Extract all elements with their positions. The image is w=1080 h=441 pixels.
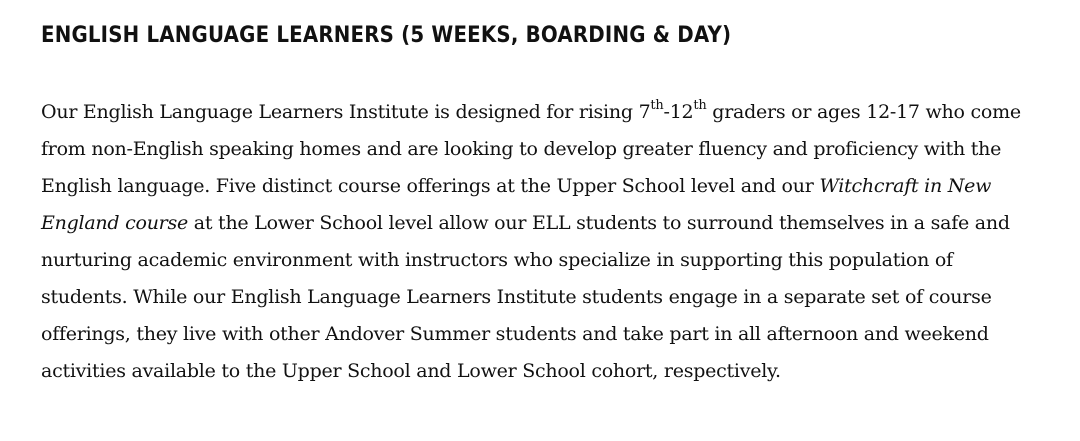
description-text-1: Our English Language Learners Institute is designed for rising <box>41 101 639 123</box>
program-description <box>41 94 1041 390</box>
description-text-2: graders or ages 12-17 who come from non-English speaking homes and are looking to develop greater fluency and proficiency with the English language. Five distinct course offerings at the Upper School level and our <box>41 101 1021 197</box>
grade-start: 7 <box>638 101 651 123</box>
grade-end: 12 <box>669 101 694 123</box>
section-heading: ENGLISH LANGUAGE LEARNERS (5 WEEKS, BOARDING & DAY) <box>41 23 732 48</box>
grade-dash: - <box>663 101 670 123</box>
course-name: Witchcraft in New England course <box>41 175 992 234</box>
grade-start-suffix: th <box>650 98 664 113</box>
grade-end-suffix: th <box>693 98 707 113</box>
program-section <box>41 18 1041 390</box>
description-text-3: at the Lower School level allow our ELL students to surround themselves in a safe and nurturing academic environment with instructors who specialize in supporting this population of students. While our English Language Learners Institute students engage in a separate set of course offerings, they live with other Andover Summer students and take part in all afternoon and weekend activities available to the Upper School and Lower School cohort, respectively. <box>41 212 1010 382</box>
